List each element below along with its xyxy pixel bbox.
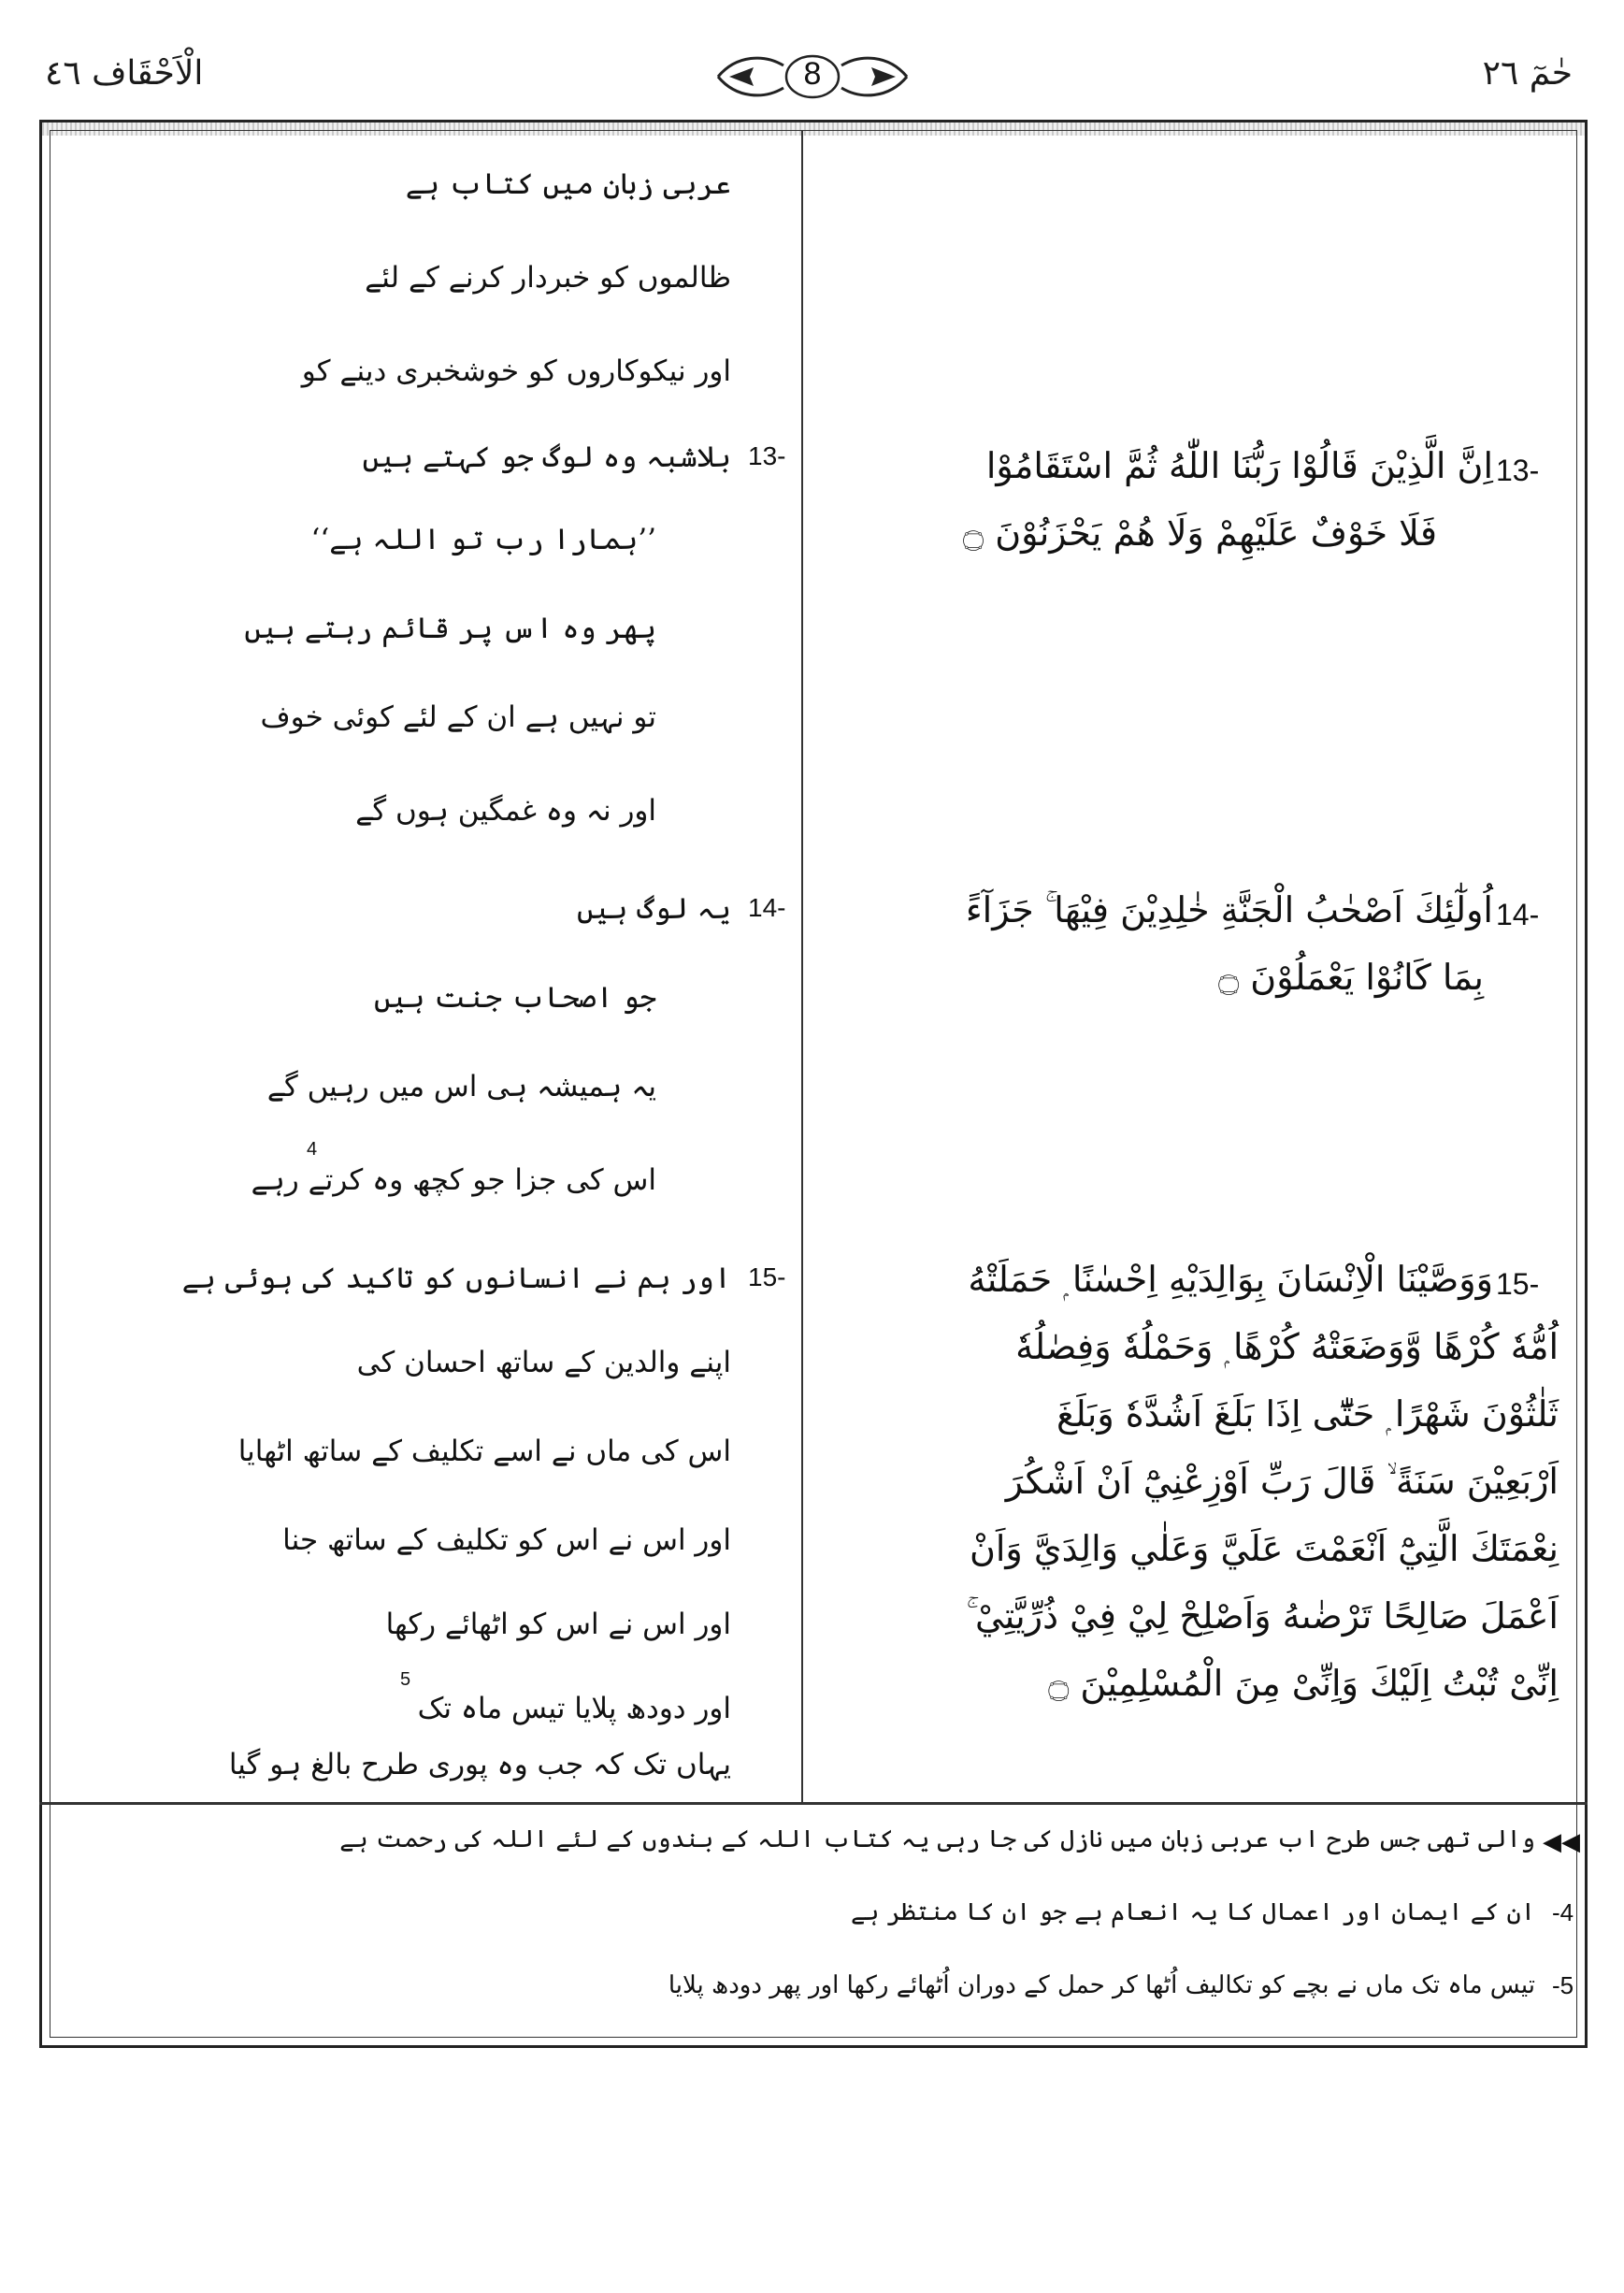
arabic-line: وَوَصَّيْنَا الْاِنْسَانَ بِوَالِدَيْهِ اِحْسٰنًا ۭ حَمَلَتْهُ [968,1259,1493,1300]
translation-verse-number: 14- [748,893,786,922]
surah-name: الْاَحْقَاف ٤٦ [45,54,204,93]
footnote-number: -5 [1552,1971,1574,1999]
translation-line: اور دودھ پلایا تیس ماہ تک [417,1692,731,1725]
footnote-divider [39,1802,1588,1805]
juz-name: حٰمٓ ٢٦ [1482,54,1573,93]
column-divider [801,131,803,1802]
translation-line: اپنے والدین کے ساتھ احسان کی [356,1346,731,1379]
arabic-line: نِعْمَتَكَ الَّتِيْٓ اَنْعَمْتَ عَلَيَّ وَعَلٰي وَالِدَيَّ وَاَنْ [969,1528,1559,1569]
footnote-ref: 5 [400,1669,411,1690]
arabic-line: اَرْبَعِيْنَ سَنَةً ۙ قَالَ رَبِّ اَوْزِعْنِيْٓ اَنْ اَشْكُرَ [1005,1461,1559,1502]
translation-line: جو اصحاب جنت ہیں [373,981,656,1015]
arabic-line: ثَلٰثُوْنَ شَهْرًا ۭ حَتّٰٓى اِذَا بَلَغَ اَشُدَّهٗ وَبَلَغَ [1056,1393,1559,1435]
page-header [0,0,1624,122]
translation-line: ظالموں کو خبردار کرنے کے لئے [365,261,731,295]
arabic-line: فَلَا خَوْفٌ عَلَيْهِمْ وَلَا هُمْ يَحْزَنُوْنَ ۝ [962,512,1437,554]
translation-line: اور اس نے اس کو تکلیف کے ساتھ جنا [282,1523,731,1557]
arabic-line: اُمُّهٗ كُرْهًا وَّوَضَعَتْهُ كُرْهًا ۭ وَحَمْلُهٗ وَفِصٰلُهٗ [1015,1326,1559,1367]
translation-line: یہ لوگ ہیں [576,892,731,926]
translation-line: اس کی جزا جو کچھ وہ کرتے رہے [251,1163,656,1197]
translation-line: اور نیکوکاروں کو خوشخبری دینے کو [301,354,731,388]
translation-line: اور ہم نے انسانوں کو تاکید کی ہوئی ہے [181,1262,731,1295]
arabic-line: اُولٰٓئِكَ اَصْحٰبُ الْجَنَّةِ خٰلِدِيْنَ فِيْهَا ۚ جَزَآءً [965,889,1493,930]
translation-verse-number: 15- [748,1262,786,1291]
translation-line: ’’ہمارا رب تو اللہ ہے‘‘ [310,523,656,556]
footnote-text: ان کے ایمان اور اعمال کا یہ انعام ہے جو ان کا منتظر ہے [850,1898,1535,1926]
translation-verse-number: 13- [748,441,786,470]
verse-number: 13- [1496,454,1540,487]
page-number: 8 [803,56,822,92]
arabic-line: اَعْمَلَ صَالِحًا تَرْضٰىهُ وَاَصْلِحْ لِيْ فِيْ ذُرِّيَّتِيْ ۚ [966,1595,1559,1637]
translation-line: یہاں تک کہ جب وہ پوری طرح بالغ ہو گیا [228,1748,731,1781]
translation-line: بلاشبہ وہ لوگ جو کہتے ہیں [362,440,731,474]
translation-line: یہ ہمیشہ ہی اس میں رہیں گے [266,1070,656,1103]
footnote-ref: 4 [307,1139,318,1160]
arabic-line: اِنَّ الَّذِيْنَ قَالُوْا رَبُّنَا اللّٰهُ ثُمَّ اسْتَقَامُوْا [985,445,1493,486]
translation-line: عربی زبان میں کتاب ہے [405,167,731,201]
translation-line: اور نہ وہ غمگین ہوں گے [355,794,656,828]
verse-number: 14- [1496,898,1540,931]
arabic-line: بِمَا كَانُوْا يَعْمَلُوْنَ ۝ [1217,957,1484,998]
footnote-text: تیس ماہ تک ماں نے بچے کو تکالیف اُٹھا کر حمل کے دوران اُٹھائے رکھا اور پھر دودھ پلایا [668,1971,1535,1999]
translation-line: اس کی ماں نے اسے تکلیف کے ساتھ اٹھایا [237,1435,731,1468]
continuation-arrow-icon: ◀◀ [1543,1828,1580,1856]
verse-number: 15- [1496,1267,1540,1301]
translation-line: پھر وہ اس پر قائم رہتے ہیں [244,612,656,645]
translation-line: اور اس نے اس کو اٹھائے رکھا [385,1608,731,1641]
translation-line: تو نہیں ہے ان کے لئے کوئی خوف [260,700,656,734]
footnote-number: -4 [1552,1898,1574,1926]
footnote-continuation: والی تھی جس طرح اب عربی زبان میں نازل کی جا رہی یہ کتاب اللہ کے بندوں کے لئے اللہ کی رحمت ہے [339,1825,1535,1853]
arabic-line: اِنِّىْ تُبْتُ اِلَيْكَ وَاِنِّىْ مِنَ الْمُسْلِمِيْنَ ۝ [1048,1663,1559,1704]
